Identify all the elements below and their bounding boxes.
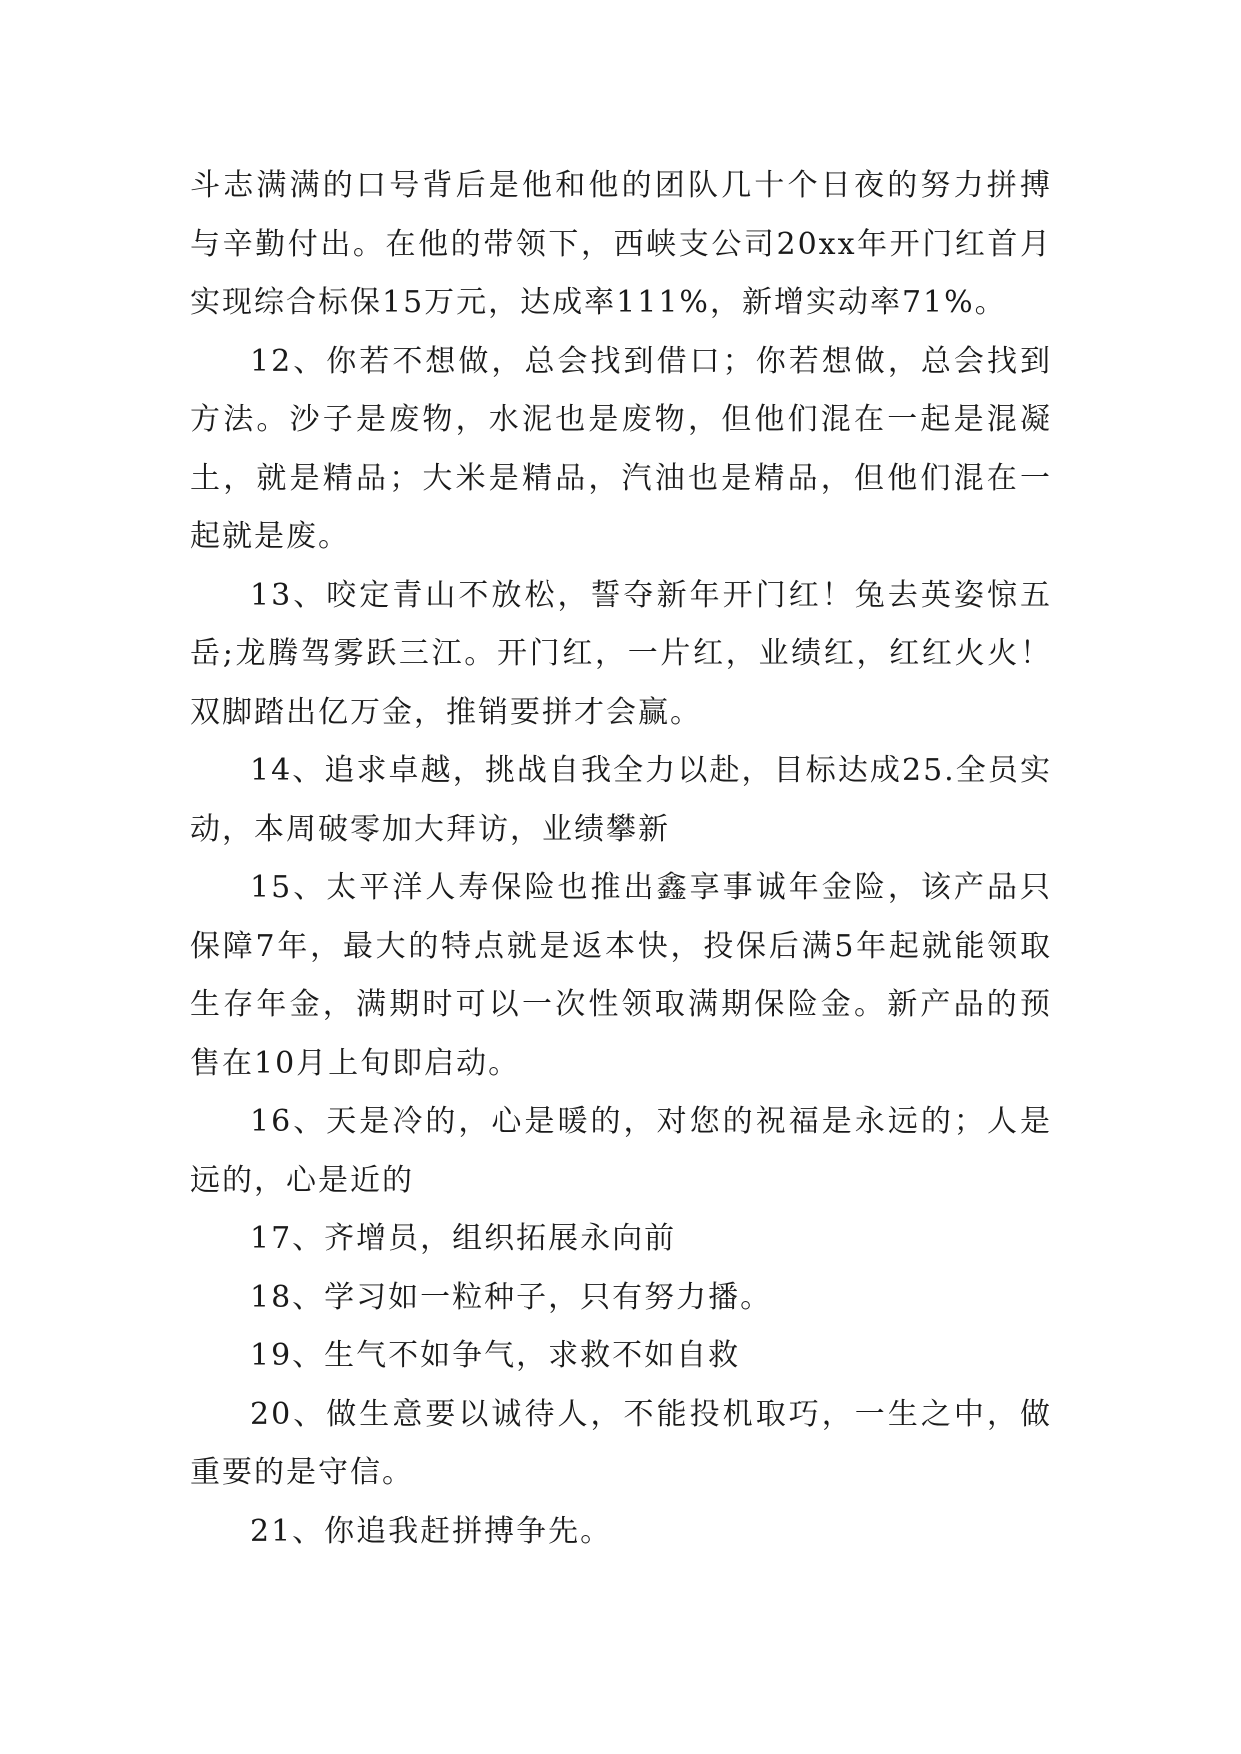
paragraph-1: 斗志满满的口号背后是他和他的团队几十个日夜的努力拼搏与辛勤付出。在他的带领下，西峡支公司20xx年开门红首月实现综合标保15万元，达成率111%，新增实动率71%。 (190, 168, 1052, 320)
paragraph-12: 12、你若不想做，总会找到借口；你若想做，总会找到方法。沙子是废物，水泥也是废物，但他们混在一起是混凝土，就是精品；大米是精品，汽油也是精品，但他们混在一起就是废。 (190, 343, 1052, 554)
document-body (190, 157, 1052, 1561)
paragraph-19: 19、生气不如争气，求救不如自救 (250, 1338, 741, 1373)
paragraph-21: 21、你追我赶拼搏争先。 (250, 1513, 613, 1549)
paragraph-13: 13、咬定青山不放松，誓夺新年开门红！兔去英姿惊五岳;龙腾驾雾跃三江。开门红，一片红，业绩红，红红火火！双脚踏出亿万金，推销要拼才会赢。 (190, 577, 1052, 730)
paragraph-18: 18、学习如一粒种子，只有努力播。 (250, 1279, 773, 1315)
paragraph-17: 17、齐增员，组织拓展永向前 (250, 1221, 677, 1256)
paragraph-16: 16、天是冷的，心是暖的，对您的祝福是永远的；人是远的，心是近的 (190, 1104, 1052, 1198)
paragraph-14: 14、追求卓越，挑战自我全力以赴，目标达成25.全员实动，本周破零加大拜访，业绩攀新 (190, 753, 1052, 847)
paragraph-20: 20、做生意要以诚待人，不能投机取巧，一生之中，做重要的是守信。 (190, 1396, 1052, 1490)
paragraph-15: 15、太平洋人寿保险也推出鑫享事诚年金险，该产品只保障7年，最大的特点就是返本快，投保后满5年起就能领取生存年金，满期时可以一次性领取满期保险金。新产品的预售在10月上旬即启动。 (190, 870, 1052, 1081)
